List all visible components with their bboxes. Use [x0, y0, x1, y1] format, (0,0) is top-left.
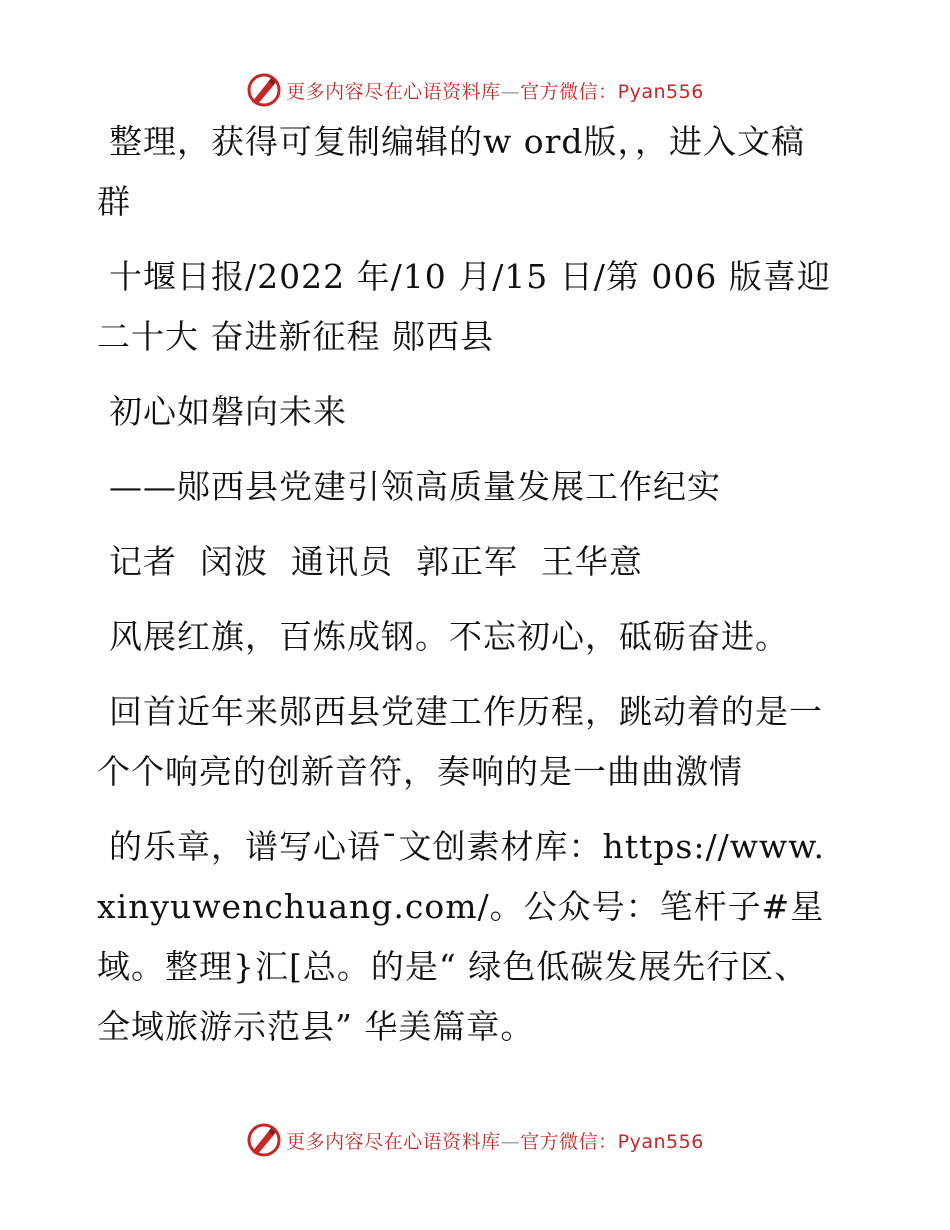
pen-logo-icon: [246, 1122, 282, 1158]
watermark-footer: [0, 1120, 950, 1160]
article-title: 初心如磐向未来: [109, 392, 347, 431]
watermark-header: [0, 70, 950, 110]
pen-logo-icon: [246, 72, 282, 108]
watermark-contact: 官方微信：Pyan556: [520, 1130, 704, 1153]
document-body: [97, 112, 837, 1072]
watermark-brand: 更多内容尽在心语资料库: [286, 80, 501, 103]
watermark-separator: —: [500, 1130, 521, 1153]
paragraph-source-line: 十堰日报/2022 年/10 月/15 日/第 006 版喜迎二十大 奋进新征程 郧西县: [97, 257, 831, 356]
article-subtitle: ——郧西县党建引领高质量发展工作纪实: [109, 467, 721, 506]
paragraph-intro-note: 整理，获得可复制编辑的w ord版，，进入文稿群: [97, 122, 806, 221]
watermark-separator: —: [500, 80, 521, 103]
paragraph-lead: 风展红旗，百炼成钢。不忘初心，砥砺奋进。: [109, 617, 789, 656]
watermark-brand: 更多内容尽在心语资料库: [286, 1130, 501, 1153]
paragraph-review: 回首近年来郧西县党建工作历程，跳动着的是一个个响亮的创新音符，奏响的是一曲曲激情: [97, 692, 823, 791]
paragraph-continuation: 的乐章，谱写心语¯文创素材库：https://www.xinyuwenchuang.com/。公众号：笔杆子#星域。整理}汇[总。的是“ 绿色低碳发展先行区、全域旅游示范县” 华美篇章。: [97, 827, 826, 1046]
watermark-contact: 官方微信：Pyan556: [520, 80, 704, 103]
byline: 记者 闵波 通讯员 郭正军 王华意: [109, 542, 643, 581]
